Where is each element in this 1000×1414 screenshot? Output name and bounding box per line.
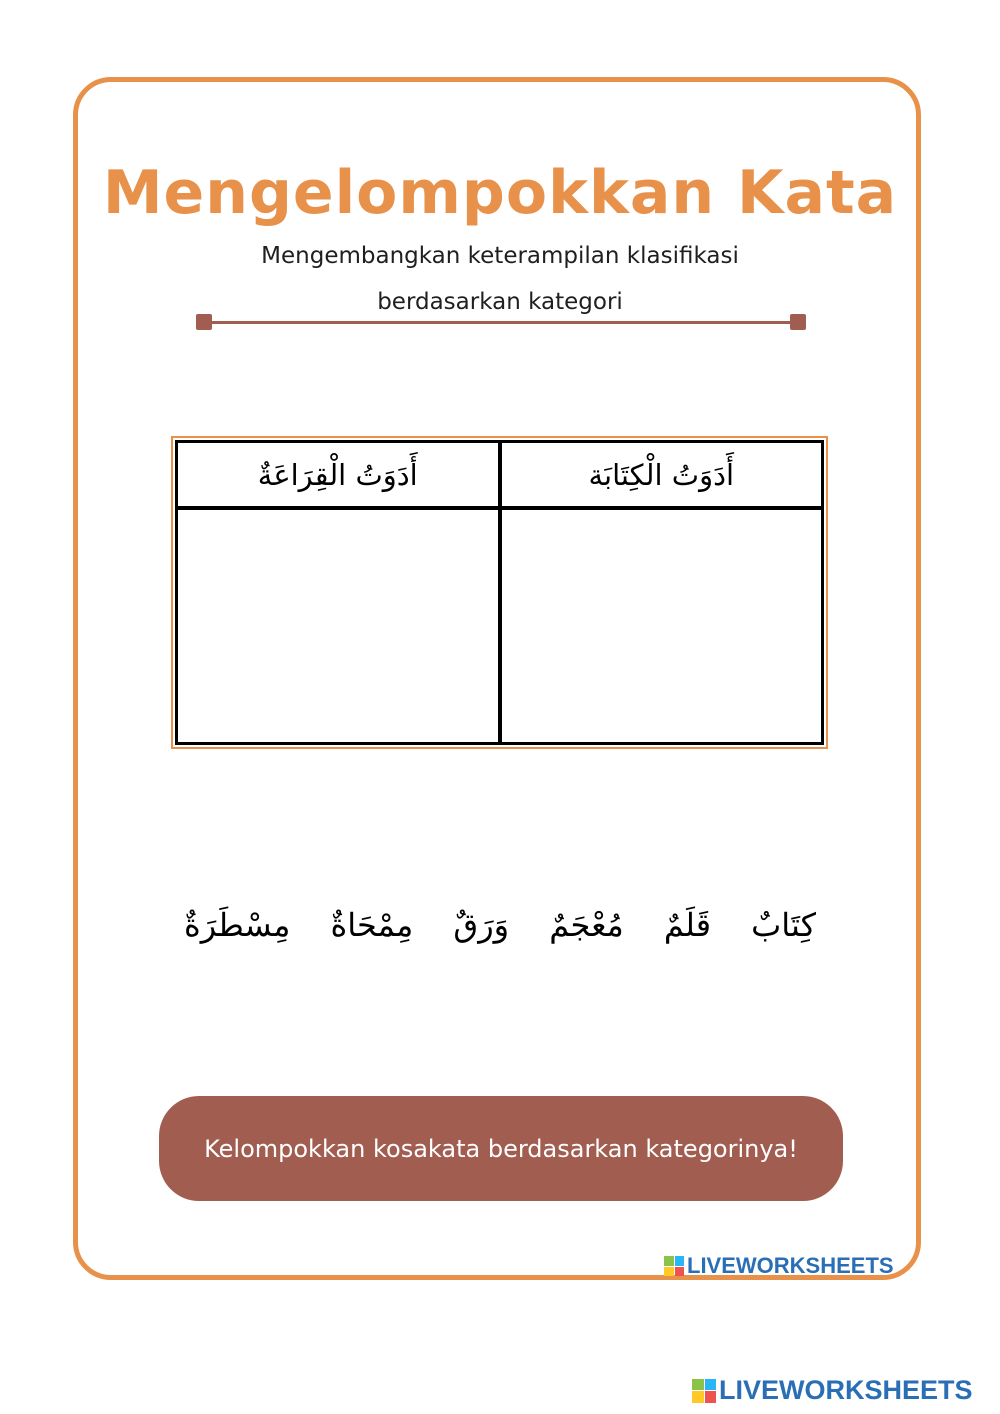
word-card[interactable]: قَلَمٌ [663, 906, 712, 944]
word-card[interactable]: مِمْحَاةٌ [330, 906, 414, 944]
title-divider [196, 314, 806, 330]
logo-square-2 [705, 1379, 717, 1391]
logo-square-3 [692, 1391, 704, 1403]
liveworksheets-label: LIVEWORKSHEETS [719, 1375, 973, 1405]
divider-end-left [196, 314, 212, 330]
word-card[interactable]: كِتَابٌ [751, 906, 816, 944]
liveworksheets-logo-icon [692, 1379, 716, 1403]
category-table-inner [175, 440, 824, 745]
liveworksheets-logo-outer [692, 1375, 973, 1406]
worksheet-subtitle-line1: Mengembangkan keterampilan klasifikasi [261, 243, 739, 269]
logo-square-1 [692, 1379, 704, 1391]
drop-zone-writing[interactable] [502, 510, 822, 742]
word-bank [180, 890, 820, 960]
logo-square-3 [664, 1267, 674, 1277]
word-card[interactable]: مُعْجَمٌ [549, 906, 624, 944]
instruction-banner [159, 1096, 843, 1201]
word-card[interactable]: وَرَقٌ [453, 906, 510, 944]
category-table [171, 436, 828, 749]
category-header-writing: أَدَوَتُ الْكِتَابَة [502, 443, 822, 510]
word-card[interactable]: مِسْطَرَةٌ [184, 906, 291, 944]
logo-square-4 [705, 1391, 717, 1403]
liveworksheets-logo-icon [664, 1256, 684, 1276]
logo-square-1 [664, 1256, 674, 1266]
drop-zone-reading[interactable] [178, 510, 498, 742]
instruction-text: Kelompokkan kosakata berdasarkan kategorinya! [204, 1134, 798, 1163]
logo-square-4 [675, 1267, 685, 1277]
divider-line [204, 321, 798, 324]
divider-end-right [790, 314, 806, 330]
category-header-reading: أَدَوَتُ الْقِرَاعَةٌ [178, 443, 498, 510]
category-column-writing [502, 443, 822, 742]
worksheet-subtitle-line2: berdasarkan kategori [377, 289, 623, 315]
worksheet-title: Mengelompokkan Kata [102, 158, 898, 228]
category-column-reading [178, 443, 502, 742]
logo-square-2 [675, 1256, 685, 1266]
liveworksheets-logo-inner [664, 1253, 894, 1279]
liveworksheets-label: LIVEWORKSHEETS [687, 1253, 894, 1278]
